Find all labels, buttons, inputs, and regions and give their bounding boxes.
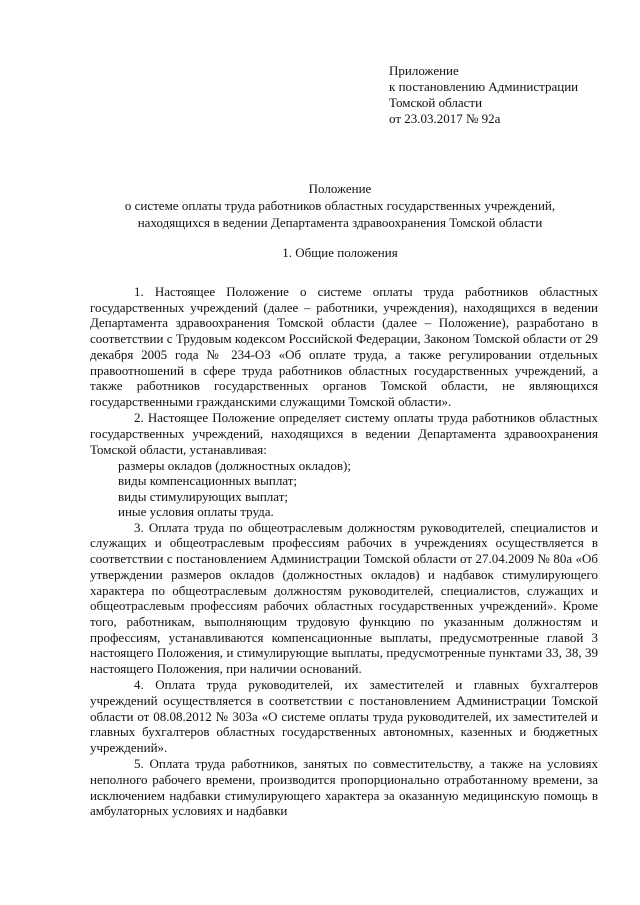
list-item: виды компенсационных выплат; (118, 473, 298, 489)
appendix-line: от 23.03.2017 № 92а (389, 111, 501, 126)
list-item: виды стимулирующих выплат; (118, 488, 289, 504)
document-title (90, 180, 590, 231)
paragraph-4: 4. Оплата труда руководителей, их заместителей и главных бухгалтеров учреждений осуществляется в соответствии с постановлением Администрации Томской области от 08.08.2012 № 303а «О системе оплаты труда руководителей, их заместителей и главных бухгалтеров областных государственных автономных, казенных и бюджетных учреждений». (90, 677, 598, 756)
appendix-block (389, 63, 578, 127)
section-heading: 1. Общие положения (282, 245, 398, 260)
list-item: размеры окладов (должностных окладов); (118, 457, 351, 473)
appendix-line: Томской области (389, 95, 483, 110)
paragraph-3: 3. Оплата труда по общеотраслевым должностям руководителей, специалистов и служащих и общеотраслевым профессиям рабочих в учреждениях осуществляется в соответствии с постановлением Администрации Томской области от 27.04.2009 № 80а «Об утверждении размеров окладов (должностных окладов) и надбавок стимулирующего характера по общеотраслевым должностям руководителей, специалистов, служащих и общеотраслевым профессиям рабочих областных государственных учреждений». Кроме того, работникам, выполняющим трудовую функцию по указанным должностям и профессиям, устанавливаются компенсационные выплаты, предусмотренные главой 3 настоящего Положения, и стимулирующие выплаты, предусмотренные пунктами 33, 38, 39 настоящего Положения, при наличии оснований. (90, 519, 598, 677)
list-item: иные условия оплаты труда. (118, 504, 274, 520)
appendix-line: Приложение (389, 63, 459, 78)
paragraph-2: 2. Настоящее Положение определяет систему оплаты труда работников областных государственных учреждений, находящихся в ведении Департамента здравоохранения Томской области, устанавливая: (90, 410, 598, 457)
paragraph-1: 1. Настоящее Положение о системе оплаты труда работников областных государственных учреждений (далее – работники, учреждения), находящихся в ведении Департамента здравоохранения Томской области (далее – Положение), разработано в соответствии с Трудовым кодексом Российской Федерации, Законом Томской области от 29 декабря 2005 года № 234-ОЗ «Об оплате труда, а также регулировании отдельных правоотношений в сфере труда работников областных государственных учреждений, а также работников государственных органов Томской области, не являющихся государственными гражданскими служащими Томской области». (90, 284, 598, 409)
appendix-line: к постановлению Администрации (389, 79, 579, 94)
title-line: Положение (308, 181, 372, 196)
document-body (90, 284, 598, 820)
title-line: находящихся в ведении Департамента здравоохранения Томской области (137, 215, 543, 230)
paragraph-5: 5. Оплата труда работников, занятых по совместительству, а также на условиях неполного рабочего времени, производится пропорционально отработанному времени, за исключением надбавки стимулирующего характера за оказанную медицинскую помощь в амбулаторных условиях и надбавки (90, 756, 598, 819)
title-line: о системе оплаты труда работников областных государственных учреждений, (124, 198, 556, 213)
